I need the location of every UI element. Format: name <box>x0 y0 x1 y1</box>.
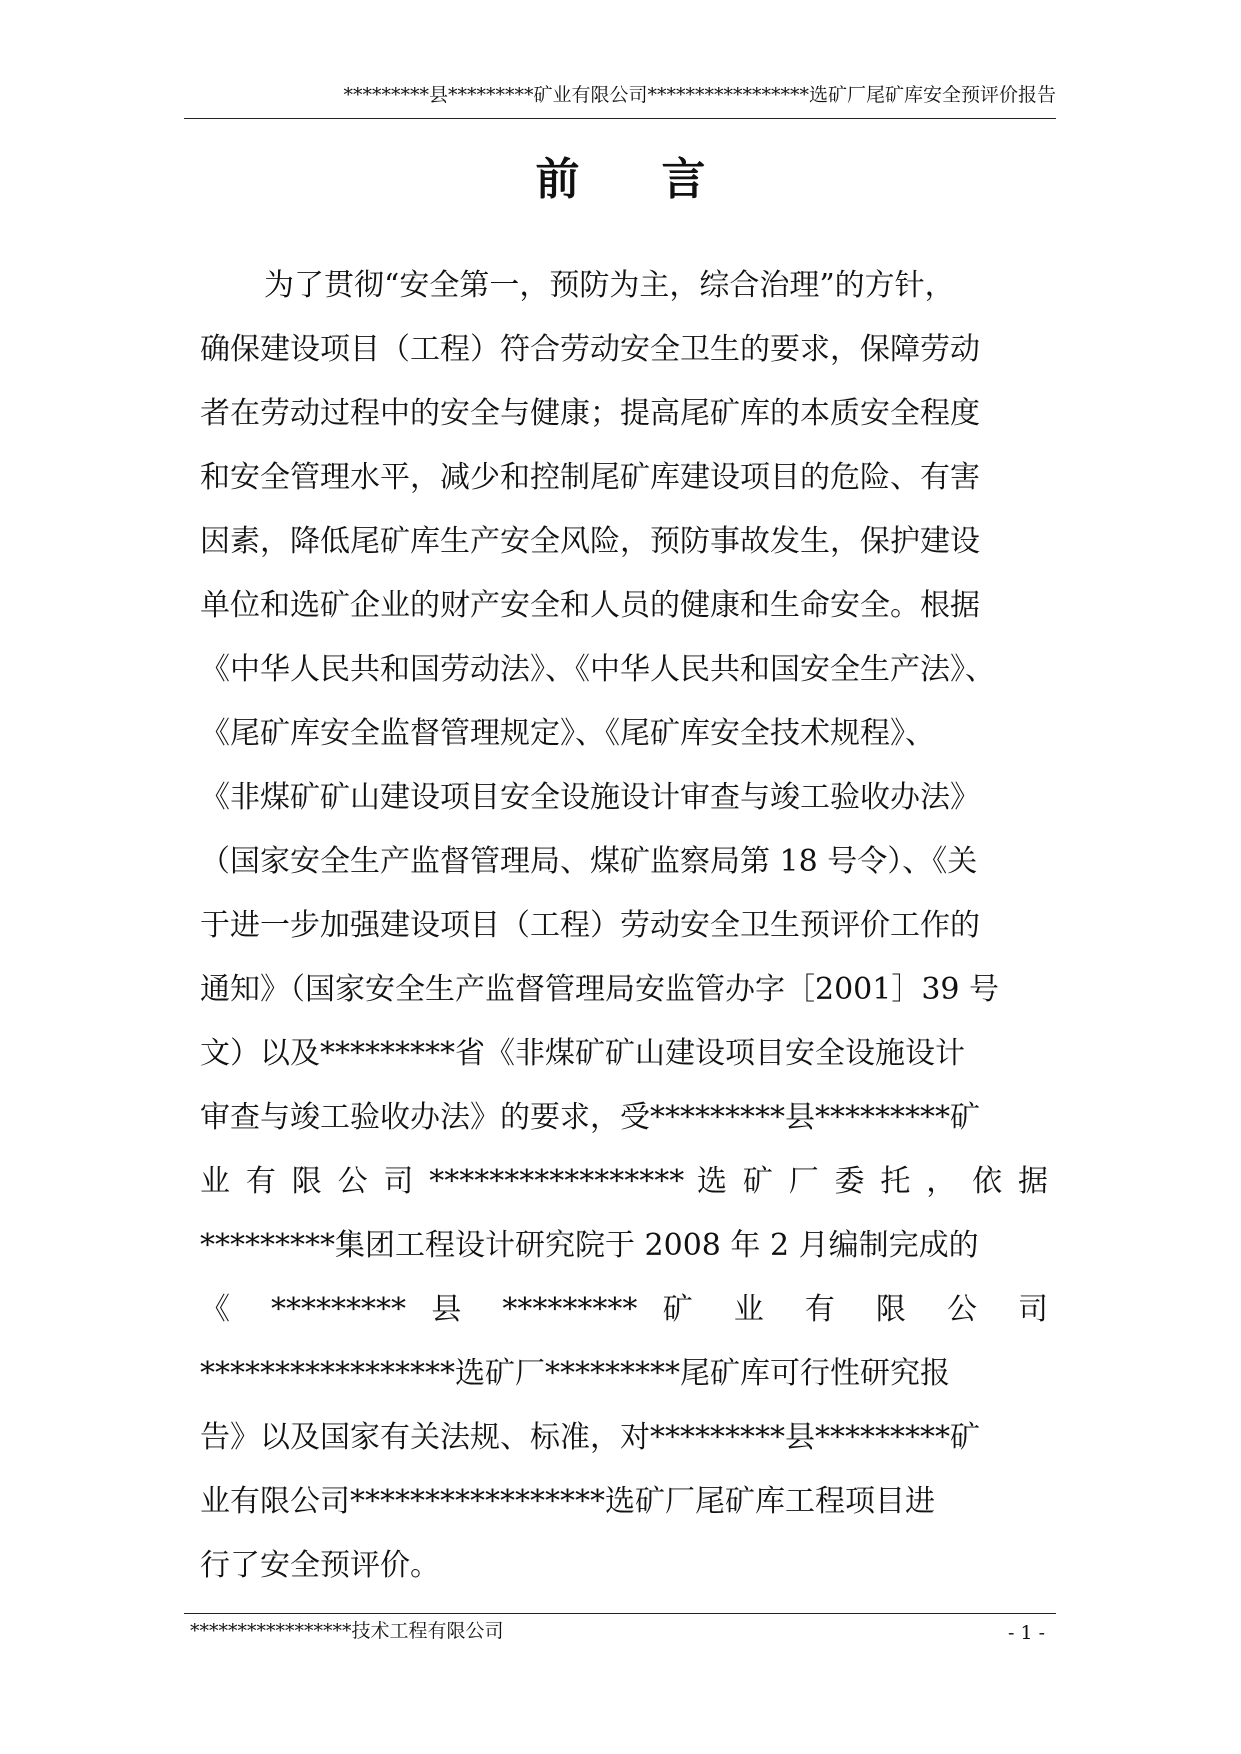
footer-company: *****************技术工程有限公司 <box>190 1620 504 1642</box>
paragraph-line: *********集团工程设计研究院于 2008 年 2 月编制完成的 <box>200 1228 979 1263</box>
paragraph-line: 《中华人民共和国劳动法》、《中华人民共和国安全生产法》、 <box>200 652 995 687</box>
paragraph-line: 审查与竣工验收办法》的要求，受*********县*********矿 <box>200 1100 980 1135</box>
footer-divider <box>184 1613 1056 1614</box>
paragraph-line: 《 ********* 县 ********* 矿 业 有 限 公 司 <box>200 1292 1048 1327</box>
page-title: 前言 <box>535 154 788 205</box>
paragraph-line: 为了贯彻“安全第一，预防为主，综合治理”的方针， <box>264 268 955 303</box>
paragraph-line: 和安全管理水平，减少和控制尾矿库建设项目的危险、有害 <box>200 460 980 495</box>
paragraph-line: 因素，降低尾矿库生产安全风险，预防事故发生，保护建设 <box>200 524 980 559</box>
paragraph-line: 确保建设项目（工程）符合劳动安全卫生的要求，保障劳动 <box>200 332 980 367</box>
preface-paragraph <box>200 254 1048 1598</box>
paragraph-line: 于进一步加强建设项目（工程）劳动安全卫生预评价工作的 <box>200 908 980 943</box>
paragraph-line: 《尾矿库安全监督管理规定》、《尾矿库安全技术规程》、 <box>200 716 935 751</box>
paragraph-line: 告》以及国家有关法规、标准，对*********县*********矿 <box>200 1420 980 1455</box>
header-divider <box>184 118 1056 119</box>
paragraph-line: *****************选矿厂*********尾矿库可行性研究报 <box>200 1356 950 1391</box>
paragraph-line: 单位和选矿企业的财产安全和人员的健康和生命安全。根据 <box>200 588 980 623</box>
paragraph-line: 行了安全预评价。 <box>200 1548 440 1583</box>
running-header: *********县*********矿业有限公司*****************选矿厂尾矿库安全预评价报告 <box>343 84 1056 106</box>
paragraph-line: （国家安全生产监督管理局、煤矿监察局第 18 号令）、《关 <box>200 844 978 879</box>
paragraph-line: 文）以及*********省《非煤矿矿山建设项目安全设施设计 <box>200 1036 965 1071</box>
page-number: - 1 - <box>1007 1622 1045 1644</box>
paragraph-line: 业有限公司*****************选矿厂尾矿库工程项目进 <box>200 1484 935 1519</box>
paragraph-line: 业 有 限 公 司 ***************** 选 矿 厂 委 托 ， 依 据 <box>200 1164 1048 1199</box>
paragraph-line: 《非煤矿矿山建设项目安全设施设计审查与竣工验收办法》 <box>200 780 980 815</box>
paragraph-line: 通知》（国家安全生产监督管理局安监管办字［2001］39 号 <box>200 972 1000 1007</box>
paragraph-line: 者在劳动过程中的安全与健康；提高尾矿库的本质安全程度 <box>200 396 980 431</box>
